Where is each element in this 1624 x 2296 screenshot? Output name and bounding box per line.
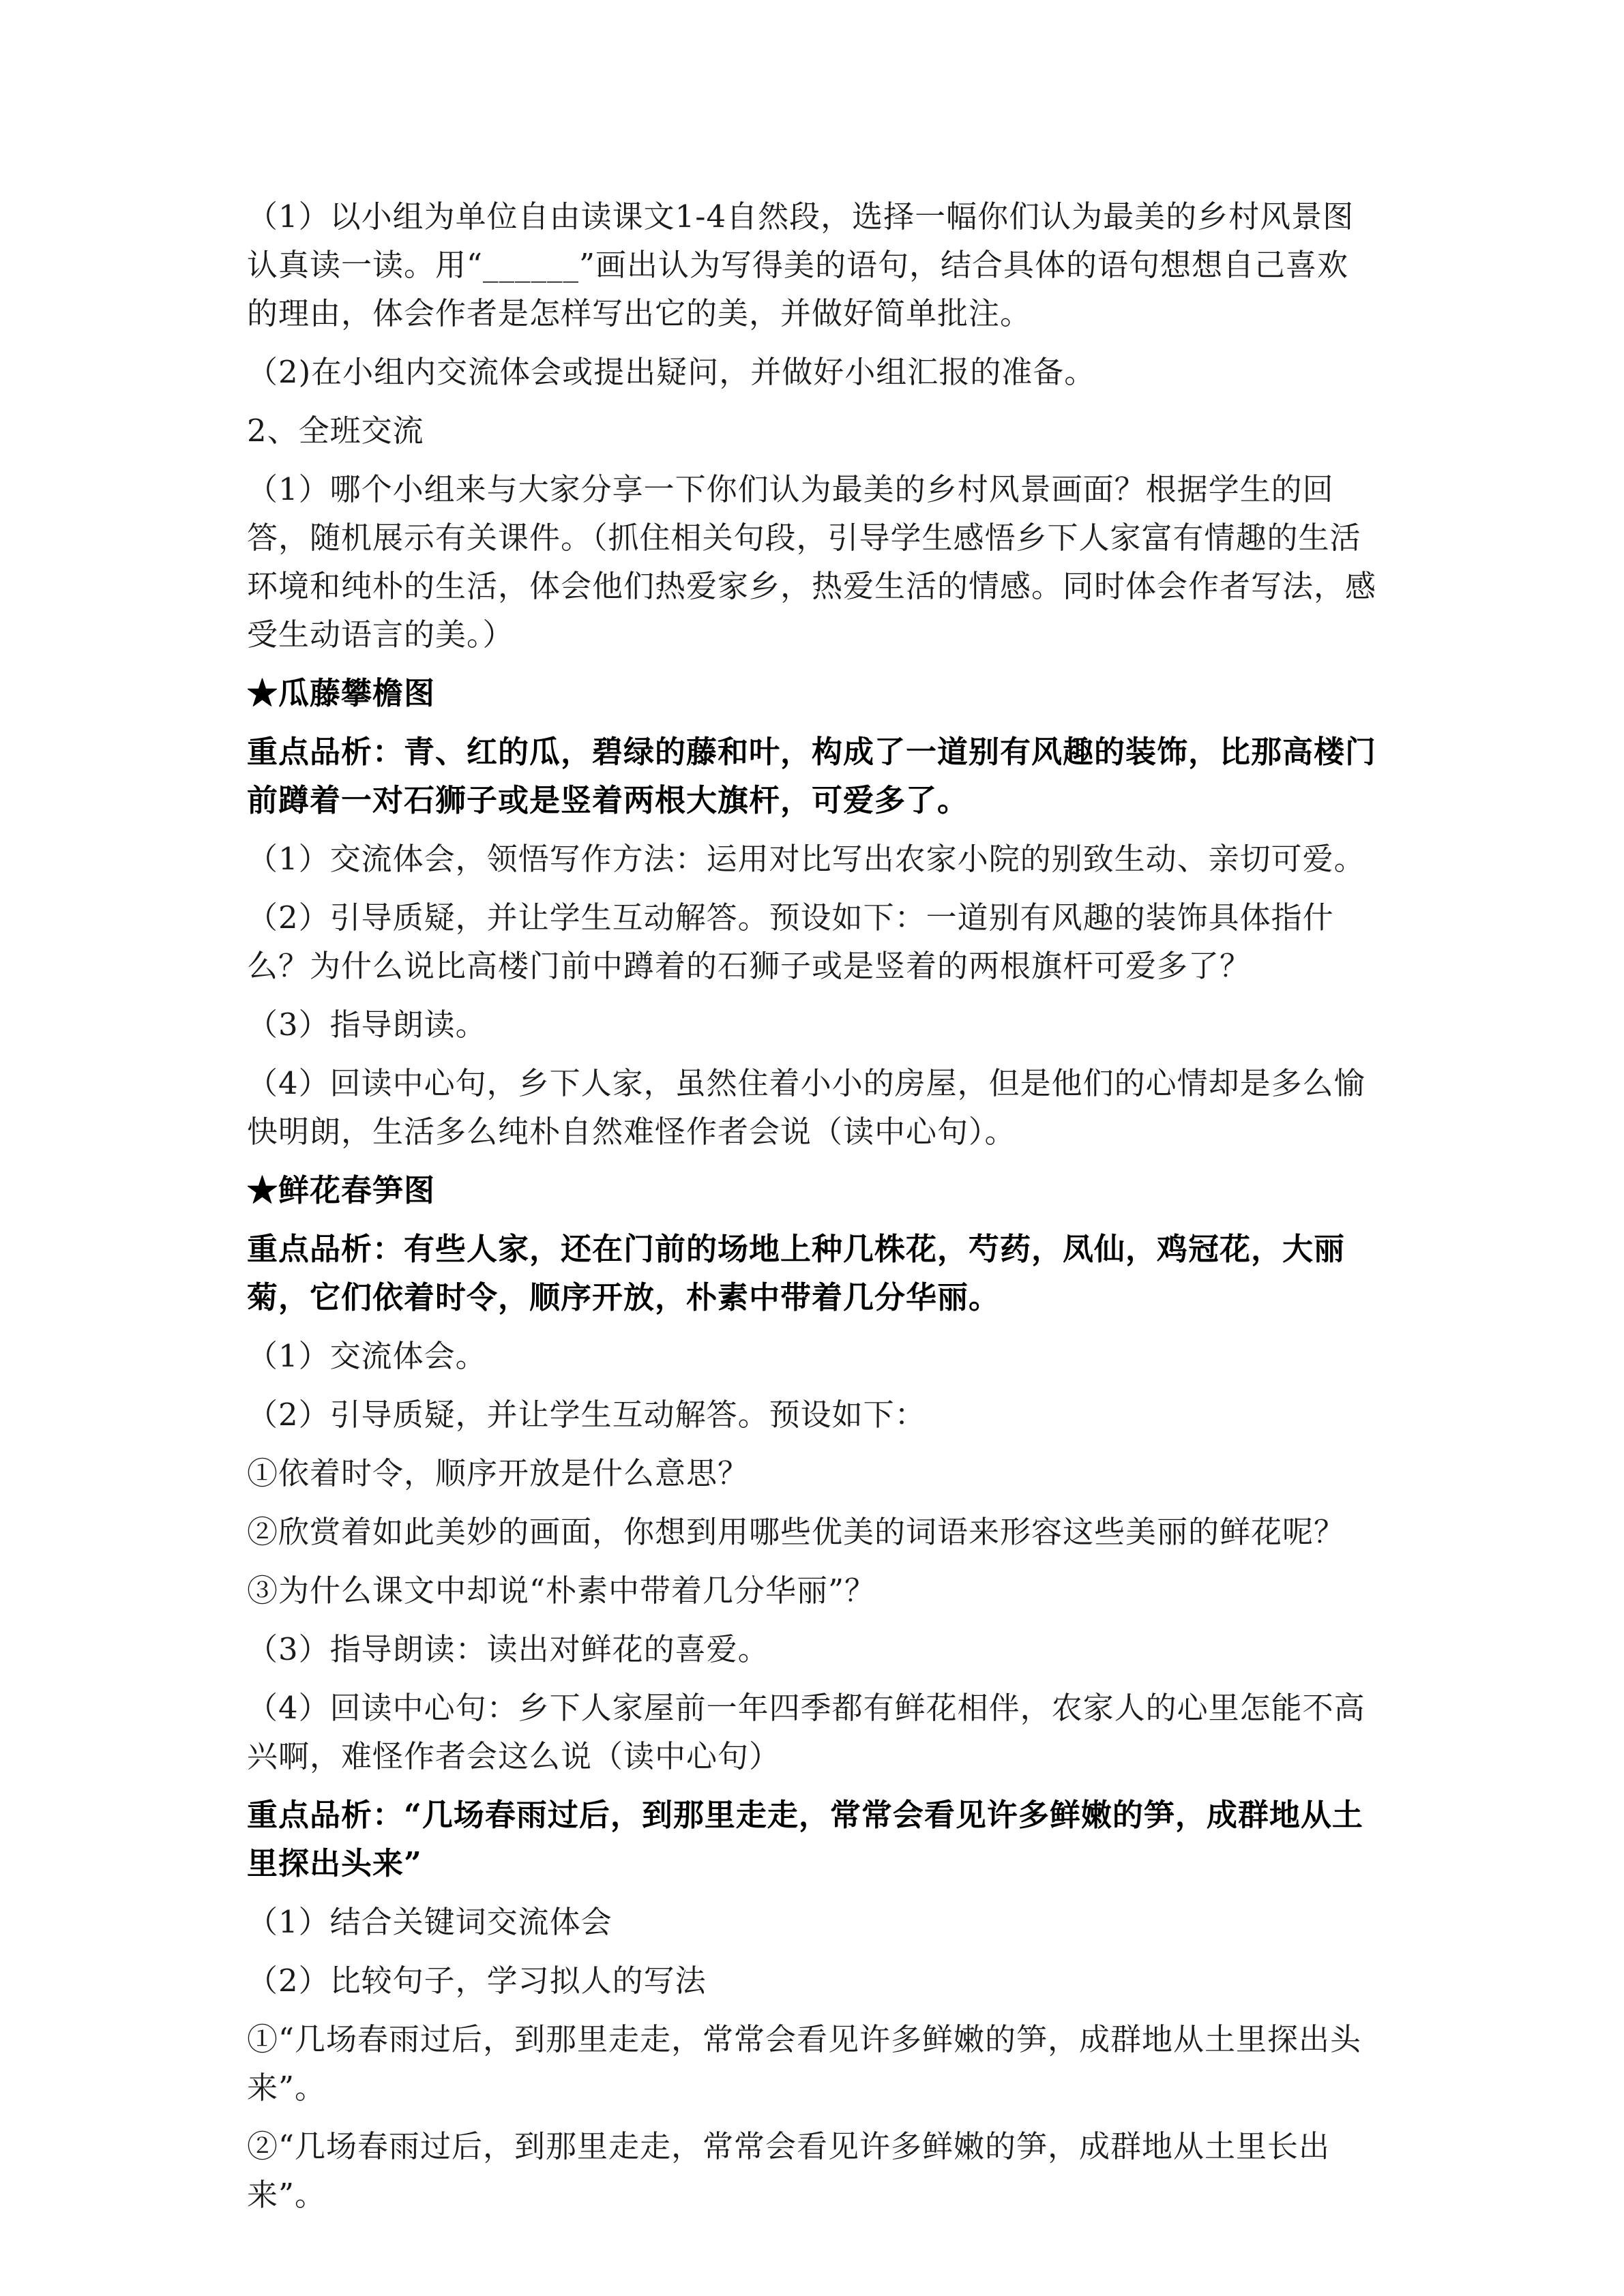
paragraph-step-1: （1）交流体会。 (247, 1338, 487, 1374)
key-analysis-melon-vine: 重点品析：青、红的瓜，碧绿的藤和叶，构成了一道别有风趣的装饰，比那高楼门前蹲着一对石狮子或是竖着两根大旗杆，可爱多了。 (247, 734, 1377, 818)
list-item-sentence-1: ①“几场春雨过后，到那里走走，常常会看见许多鲜嫩的笋，成群地从土里探出头来”。 (247, 2021, 1362, 2106)
document-body (247, 192, 1379, 2229)
paragraph-step-1: （1）结合关键词交流体会 (247, 1904, 612, 1940)
section-heading-flowers-bamboo: ★鲜花春笋图 (247, 1172, 436, 1208)
list-item-sentence-2: ②“几场春雨过后，到那里走走，常常会看见许多鲜嫩的笋，成群地从土里长出来”。 (247, 2128, 1331, 2213)
paragraph-step-4: （4）回读中心句：乡下人家屋前一年四季都有鲜花相伴，农家人的心里怎能不高兴啊，难怪作者会这么说（读中心句） (247, 1690, 1365, 1774)
list-item-question-1: ①依着时令，顺序开放是什么意思？ (247, 1455, 750, 1491)
key-analysis-flowers: 重点品析：有些人家，还在门前的场地上种几株花，芍药，凤仙，鸡冠花，大丽菊，它们依着时令，顺序开放，朴素中带着几分华丽。 (247, 1231, 1346, 1315)
paragraph-class-exchange: 2、全班交流 (247, 413, 424, 449)
paragraph-reading-task: （1）以小组为单位自由读课文1-4自然段，选择一幅你们认为最美的乡村风景图认真读一读。用“______”画出认为写得美的语句，结合具体的语句想想自己喜欢的理由，体会作者是怎样写出它的美，并做好简单批注。 (247, 198, 1355, 331)
paragraph-step-1: （1）交流体会，领悟写作方法：运用对比写出农家小院的别致生动、亲切可爱。 (247, 841, 1365, 877)
paragraph-group-discussion: （2)在小组内交流体会或提出疑问，并做好小组汇报的准备。 (247, 354, 1096, 390)
paragraph-step-3: （3）指导朗读：读出对鲜花的喜爱。 (247, 1631, 769, 1667)
list-item-question-3: ③为什么课文中却说“朴素中带着几分华丽”？ (247, 1572, 876, 1609)
key-analysis-bamboo: 重点品析：“几场春雨过后，到那里走走，常常会看见许多鲜嫩的笋，成群地从土里探出头来” (247, 1797, 1363, 1881)
paragraph-share-scenery: （1）哪个小组来与大家分享一下你们认为最美的乡村风景画面？根据学生的回答，随机展示有关课件。（抓住相关句段，引导学生感悟乡下人家富有情趣的生活环境和纯朴的生活，体会他们热爱家乡，热爱生活的情感。同时体会作者写法，感受生动语言的美。） (247, 471, 1377, 653)
paragraph-step-2: （2）引导质疑，并让学生互动解答。预设如下：一道别有风趣的装饰具体指什么？为什么说比高楼门前中蹲着的石狮子或是竖着的两根旗杆可爱多了？ (247, 899, 1334, 984)
paragraph-step-3: （3）指导朗读。 (247, 1007, 487, 1043)
paragraph-step-2: （2）比较句子，学习拟人的写法 (247, 1963, 707, 1999)
list-item-question-2: ②欣赏着如此美妙的画面，你想到用哪些优美的词语来形容这些美丽的鲜花呢？ (247, 1514, 1346, 1550)
paragraph-step-2: （2）引导质疑，并让学生互动解答。预设如下： (247, 1397, 926, 1433)
paragraph-step-4: （4）回读中心句，乡下人家，虽然住着小小的房屋，但是他们的心情却是多么愉快明朗，生活多么纯朴自然难怪作者会说（读中心句）。 (247, 1065, 1365, 1150)
section-heading-melon-vine: ★瓜藤攀檐图 (247, 675, 436, 711)
